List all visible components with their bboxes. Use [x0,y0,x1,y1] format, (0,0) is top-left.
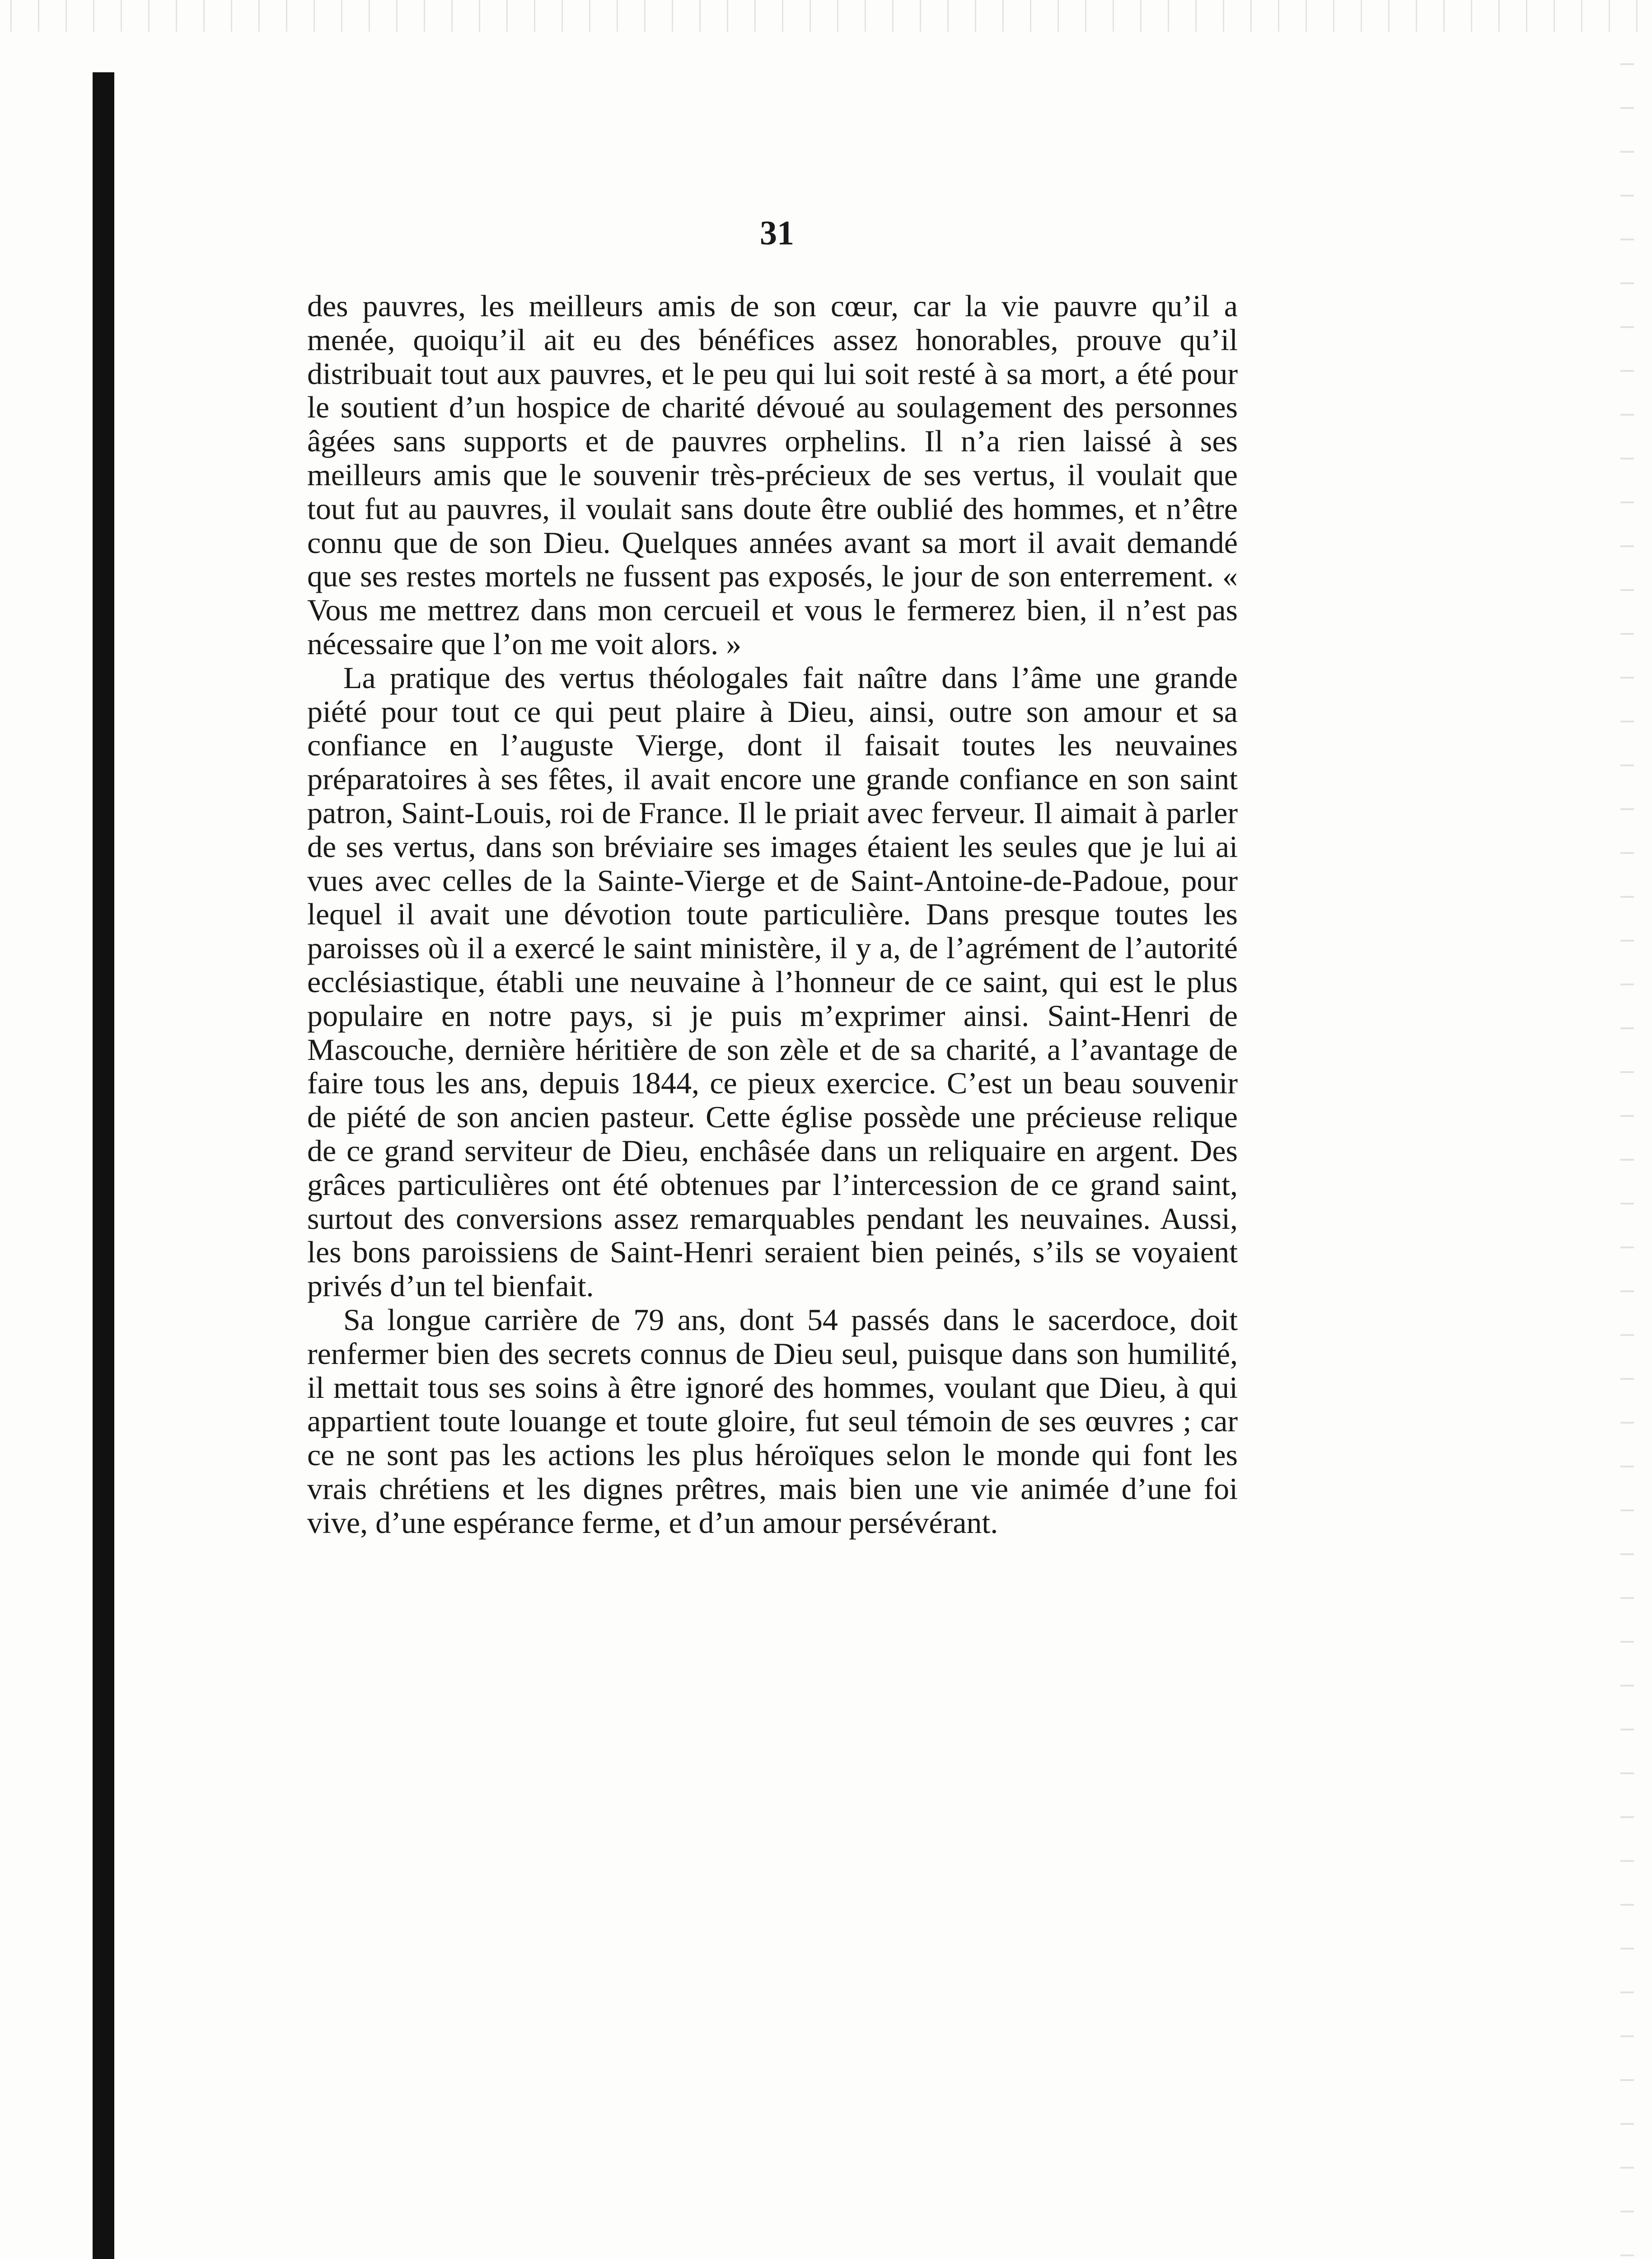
page-right-edge [1620,45,1634,2259]
page-top-edge [0,0,1652,32]
page-number: 31 [760,214,794,252]
paragraph: des pauvres, les meilleurs amis de son cœur, car la vie pauvre qu’il a menée, quoiqu’il ait eu des bénéfices assez honorables, prouve qu’il distribuait tout aux pauvres, et le peu qui lui soit resté à sa mort, a été pour le soutient d’un hospice de charité dévoué au soulagement des personnes âgées sans supports et de pauvres orphelins. Il n’a rien laissé à ses meilleurs amis que le souvenir très-précieux de ses vertus, il voulait que tout fut au pauvres, il voulait sans doute être oublié des hommes, et n’être connu que de son Dieu. Quelques années avant sa mort il avait demandé que ses restes mortels ne fussent pas exposés, le jour de son enterrement. « Vous me mettrez dans mon cercueil et vous le fermerez bien, il n’est pas nécessaire que l’on me voit alors. » [307,289,1238,661]
body-text [307,289,1238,1539]
paragraph: Sa longue carrière de 79 ans, dont 54 passés dans le sacerdoce, doit renfermer bien des secrets connus de Dieu seul, puisque dans son humilité, il mettait tous ses soins à être ignoré des hommes, voulant que Dieu, à qui appartient toute louange et toute gloire, fut seul témoin de ses œuvres ; car ce ne sont pas les actions les plus héroïques selon le monde qui font les vrais chrétiens et les dignes prêtres, mais bien une vie animée d’une foi vive, d’une espérance ferme, et d’un amour persévérant. [307,1302,1238,1540]
binding-edge [93,72,114,2259]
paragraph: La pratique des vertus théologales fait naître dans l’âme une grande piété pour tout ce qui peut plaire à Dieu, ainsi, outre son amour et sa confiance en l’auguste Vierge, dont il faisait toutes les neuvaines préparatoires à ses fêtes, il avait encore une grande confiance en son saint patron, Saint-Louis, roi de France. Il le priait avec ferveur. Il aimait à parler de ses vertus, dans son bréviaire ses images étaient les seules que je lui ai vues avec celles de la Sainte-Vierge et de Saint-Antoine-de-Padoue, pour lequel il avait une dévotion toute particulière. Dans presque toutes les paroisses où il a exercé le saint ministère, il y a, de l’agrément de l’autorité ecclésiastique, établi une neuvaine à l’honneur de ce saint, qui est le plus populaire en notre pays, si je puis m’exprimer ainsi. Saint-Henri de Mascouche, dernière héritière de son zèle et de sa charité, a l’avantage de faire tous les ans, depuis 1844, ce pieux exercice. C’est un beau souvenir de piété de son ancien pasteur. Cette église possède une précieuse relique de ce grand serviteur de Dieu, enchâsée dans un reliquaire en argent. Des grâces particulières ont été obtenues par l’intercession de ce grand saint, surtout des conversions assez remarquables pendant les neuvaines. Aussi, les bons paroissiens de Saint-Henri seraient bien peinés, s’ils se voyaient privés d’un tel bienfait. [307,660,1238,1303]
